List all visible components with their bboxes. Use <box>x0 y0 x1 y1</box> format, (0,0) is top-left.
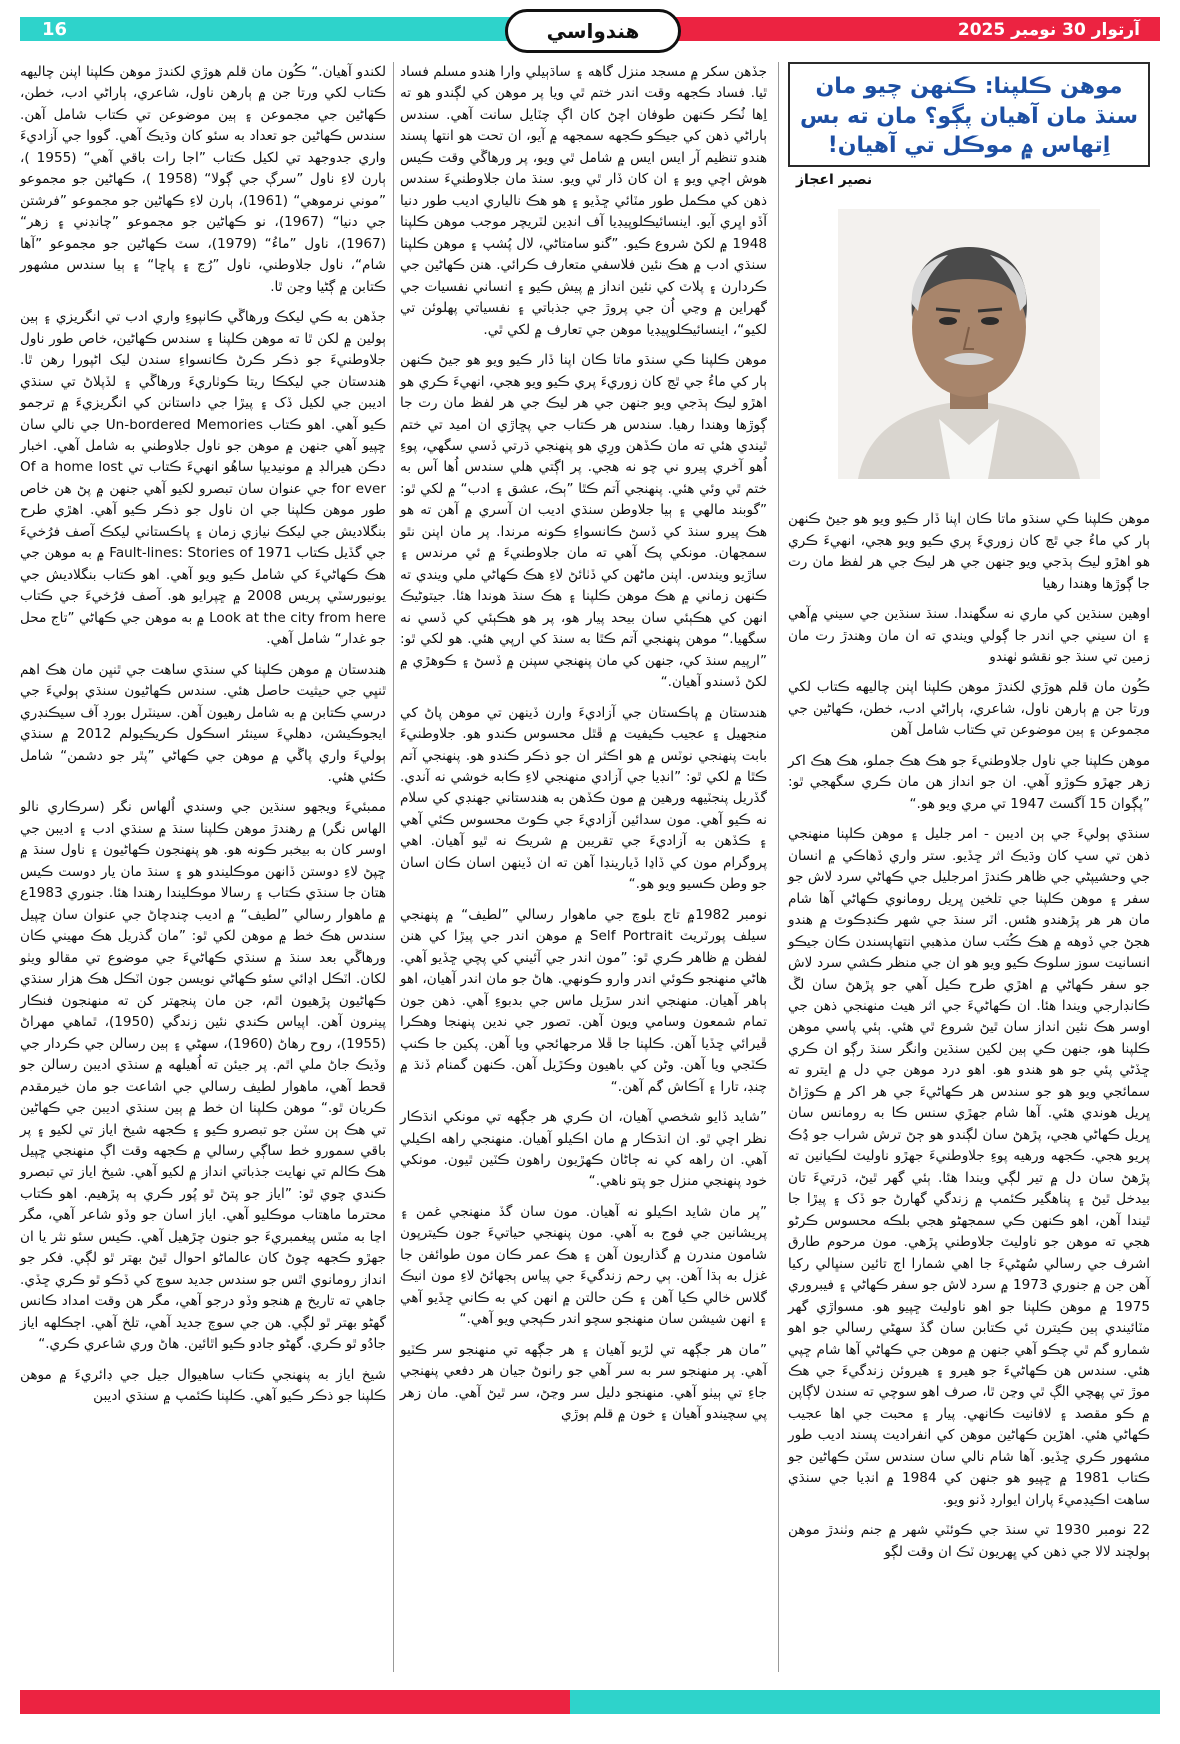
column-divider <box>393 62 394 1672</box>
author-name: نصير اعجاز <box>796 172 873 189</box>
paragraph: ”مان هر جڳهه تي لڙيو آهيان ۽ هر جڳهه تي منهنجو سر ڪٽيو آهي. پر منهنجو سر به سر آهي جو رانوڻ جيان هر دفعي پنهنجي جاءِ تي ٻيٺو آهي. منهنجو دليل سر وڃڻ، سر ٿيڻ آهي. مان زهر پي سچيندو آهيان ۽ خون ۾ قلم ٻوڙي <box>400 1341 767 1423</box>
column-right <box>788 62 1150 1572</box>
paragraph: جڏهن به ڪي ليکڪ ورهاڱي ڪانپوءِ واري ادب تي انگريزي ۽ ٻين ٻولين ۾ لکن ٿا ته موهن ڪلپنا ۽ سندس ڪهاڻين، خاص طور ناول جلاوطنيءَ جو ذڪر ڪرڻ ڪانسواءِ سندن ليک اڻپورا رهن ٿا. هندستان جي ليکڪا ريتا ڪوٺاريءَ ورهاڱي ۽ لڏپلاڻ تي سنڌي اديبن جي لکيل ڏک ۽ پيڙا جي داستانن کي انگريزيءَ ۾ ترجمو ڪيو آهي. اهو ڪتاب Un-bordered Memories جي نالي سان ڇپيو آهي جنهن ۾ موهن جو ناول جلاوطني به شامل آهي. اخبار دڪن هيرالڊ ۾ مونيديپا ساهُو انهيءَ ڪتاب تي Of a home lost for ever جي عنوان سان تبصرو لکيو آهي جنهن ۾ پڻ هن خاص طور موهن ڪلپنا جي ان ناول جو ذڪر ڪيو آهي. اهڙي طرح بنگلاديش جي ليکڪ نيازي زمان ۽ پاڪستاني ليکڪ آصف فرُخيءَ جي گڏيل ڪتاب Fault-lines: Stories of 1971 ۾ به موهن جي هڪ ڪهاڻيءَ کي شامل ڪيو ويو آهي. اهو ڪتاب بنگلاديش جي يونيورسٽي پريس 2008 ۾ ڇپرايو هو. آصف فرُخيءَ جي ڪتاب Look at the city from here ۾ به موهن جي ڪهاڻي ”تاج محل جو غدار“ شامل آهي. <box>20 309 387 648</box>
paragraph: هندستان ۾ پاڪستان جي آزاديءَ وارن ڏينهن تي موهن پاڻ کي منجهيل ۽ عجيب ڪيفيت ۾ ڦٿل محسوس ڪندو هو. جلاوطنيءَ بابت پنهنجي نوٽس ۾ هو اڪثر ان جو ذڪر ڪندو هو. پنهنجي آتم ڪٿا ۾ لکي ٿو: ”انڊيا جي آزادي منهنجي لاءِ ڪابه خوشي نه آندي. گڏريل پنجٽيهه ورهين ۾ مون ڪڏهن به هندستاني جهنڊي کي سلام نه ڪيو آهي. مون سدائين آزاديءَ جي ڪوٽ محسوس ڪئي آهي ۽ ڪڏهن به آزاديءَ جي تقريبن ۾ شريڪ نه ٿيو آهيان. اهي پروگرام مون کي ڏاڍا ڏيارينڊا آهن ته ان ڏينهن اسان ڪان اسان جو وطن ڪسيو ويو هو.“ <box>400 704 767 893</box>
paragraph: سنڌي ٻوليءَ جي ٻن اديبن - امر جليل ۽ موهن ڪلپنا منهنجي ذهن تي سڀ کان وڌيڪ اثر ڇڏيو. ستر واري ڏهاڪي ۾ انسان جي وحشيپڻي جي ظاهر ڪندڙ امرجليل جي ڪهاڻي سرد لاش جو سفر ۽ موهن ڪلپنا جي تلخين ڀريل رومانوي ڪهاڻي آها شام مان هر هر پڙهندو هئس. اٽر سنڌ جي شهر ڪنڊڪوٽ ۾ هندو هجڻ جي ڏوهه ۾ هڪ ڪُتب سان مذهبي انتهاپسندن ڪان جيڪو انسانيت سوز سلوڪ ڪيو ويو هو ان جي منظر ڪشي سرد لاش جو سفر ڪهاڻي ۾ اهڙي طرح ڪيل آهي جو پڙهڻ سان لڱ ڪانڊارجي ويندا هئا. ان ڪهاڻيءَ جي اثر هيٺ منهنجي ذهن جي اوسر هڪ نئين انداز سان ٿيڻ شروع ٿي هئي. ٻئي پاسي موهن ڪلپنا هو، جنهن ڪي ٻين لکين سنڌين وانگر سنڌ رڳو ان ڪري ڇڏڻي پئي جو هو هندو هو. اهو درد موهن جي دل ۾ ايترو ته سمائجي ويو هو جو سندس هر ڪهاڻيءَ جي هر اکر ۾ ڪوڙاڻ ڀريل هوندي هئي. آها شام جهڙي سنس ڪا به رومانس سان ڀريل ڪهاڻي هجي، پڙهڻ سان لڳندو هو ڄڻ ترش شراب جو ڍُڪ پريو هجي. ڪجهه ورهيه پوءِ جلاوطنيءَ جهڙو ناوليٽ لڪيانين ته پڙهڻ سان دل ۾ تير لڳي ويندا هئا. ٻئي گهر ٿيڻ، ڌرتيءَ تان بيدخل ٿيڻ ۽ پناهگير ڪئمپ ۾ زندگي گهارڻ جو ڏک ۽ پيڙا جا ٿيندا آهن، اهو ڪنهن ڪي سمجهڻو هجي بلڪه محسوس ڪرڻو هجي ته موهن جو ناوليٽ جلاوطني پڙهي. مون مرحوم طارق اشرف جي رسالي سُهڻيءَ جا اهي شمارا اڄ تائين سنڀالي رکيا آهن جن ۾ جنوري 1973 ۾ سرد لاش جو سفر ڪهاڻي ۽ فيبروري 1975 ۾ موهن ڪلپنا جو اهو ناوليٽ ڇپيو هو. مسواڙي گهر مٽائيندي ٻين ڪيترن ئي ڪتابن سان گڏ سهڻي رسالي جو اهو شمارو گم ٿي چڪو آهي جنهن ۾ موهن جي ڪهاڻي آها شام ڇپي هئي. سندس هن ڪهاڻيءَ جو هيرو ۽ هيروئن زندگيءَ جي هڪ موڙ تي پهچي الڳ ٿي وڃن ٿا، صرف اهو سوچي ته سندن لاڳاپن ۾ ڪو مقصد ۽ لافانيت ڪانهي. پيار ۽ محبت جي اها عجيب ڪهاڻي هئي. اهڙين ڪهاڻين موهن کي انفرادیت پسند اديب طور مشهور ڪري ڇڏيو. آها شام نالي سان سندس سٽن ڪهاڻين جو ڪتاب 1981 ۾ ڇپيو هو جنهن کي 1984 ۾ انڊيا جي سنڌي ساهت اڪيڊميءَ پاران ايوارڊ ڏنو ويو. <box>788 826 1150 1508</box>
paragraph: اوهين سنڌين کي ماري نه سگهندا. سنڌ سنڌين جي سيني ۾آهي ۽ ان سيني جي اندر جا ڳولي ويندي ته ان مان وهندڙ رت مان زمين تي سنڌ جو نقشو ٺهندو <box>788 606 1150 665</box>
header-teal-strip <box>20 17 560 41</box>
column-left <box>20 62 386 1417</box>
footer-red-strip <box>20 1690 570 1714</box>
paragraph: ممبئيءَ ويجهو سنڌين جي وسندي اُلهاس نگر (سرڪاري نالو الهاس نگر) ۾ رهندڙ موهن ڪلپنا سنڌ ۾ سنڌي ادب ۽ اديبن جي اوسر کان به بيخبر ڪونه هو. هو پنهنجون ڪهاڻيون ۽ ناول سنڌ ۾ ڇپڻ لاءِ دوستن ڏانهن موڪليندو هو ۽ سنڌ مان يار دوست ڪيس هتان جا سنڌي ڪتاب ۽ رسالا موڪليندا رهندا هئا. جنوري 1983ع ۾ ماهوار رسالي ”لطيف“ ۾ اديب چندچاڻ جي عنوان سان ڇپيل سندس هڪ خط ۾ موهن لکي ٿو: ”مان گذريل هڪ مهيني ڪان ورهاڱي بعد سنڌ ۾ سنڌي ڪهاڻيءَ جي موضوع تي مقالو ويٺو لکان. اٽڪل اڍائي سئو ڪهاڻي نويسن جون اٽڪل هڪ هزار سنڌي ڪهاڻيون پڙهيون اٿم، جن مان پنجهتر کن ته منهنجون فنڪار پينرون آهن. اپياس ڪندي نئين زندگي (1950)، ٿماهي مهراڻ (1955)، روح رهاڻ (1960)، سهڻي ۽ ٻين رسالن جي ڪردار جي وڏيڪ جاڻ ملي اٿم. پر جيئن ته اُهيلهه ۾ سنڌي اديبن رسالن جو قحط آهي، ماهوار لطيف رسالي جي اشاعت جو مان خيرمقدم ڪريان ٿو.“ موهن ڪلپنا ان خط ۾ ٻين سنڌي اديبن جي ڪهاڻين تي هڪ ٻن سٽن جو تبصرو ڪيو ۽ ڪجهه شيخ اياز تي لکيو ۽ پر باقي سمورو خط ساڳي رسالي ۾ ڪجهه وقت اڳ منهنجي ڇپيل هڪ ڪالم تي نهايت جذباتي انداز ۾ لکيو آهي. شيخ اياز تي تبصرو ڪندي چوي ٿو: ”اياز جو پتڻ ٿو پُور ڪري ٻه پڙهيم. اهو ڪتاب محترما ماهتاب موڪليو آهي. اياز اسان جو وڏو شاعر آهي، مگر اڃا به مٽس پيغمبريءَ جو جنون چڙهيل آهي. ڪيس سئو نثر يا ان جهڙو ڪجهه چوڻ کان عالماڻو احوال ٿيڻ بهتر ٿو لڳي. فکر جو انداز رومانوي اٿس جو سندس جديد سوچ کي ڏڪو ٿو ڪري ڇڏي. جاهي ته تاريخ ۾ هنجو وڏو درجو آهي، مگر هن وقت امداد ڪانس گهڻو بهتر ٿو لڳي. هن جي سوچ جديد آهي، تلخ آهي. اڄڪلهه اياز جادُو ٿو ڪري. گهڻو جادو ڪيو اٿائين. هاڻ وري شاعري ڪري.“ <box>20 799 386 1353</box>
paragraph: شيخ اياز به پنهنجي ڪتاب ساهيوال جيل جي ڊائريءَ ۾ موهن ڪلپنا جو ذڪر ڪيو آهي. ڪلپنا ڪئمپ ۾ سنڌي اديبن <box>20 1366 386 1405</box>
paragraph: موهن ڪلپنا جي ناول جلاوطنيءَ جو هڪ هڪ جملو، هڪ هڪ اکر زهر جهڙو ڪوڙو آهي. ان جو انداز هن مان ڪري سگهجي ٿو: ”پڳوان 15 آگسٽ 1947 تي مري ويو هو.“ <box>788 752 1150 812</box>
column-divider <box>778 62 779 1672</box>
paragraph: 22 نومبر 1930 تي سنڌ جي ڪوئٽي شهر ۾ جنم وٺندڙ موهن ٻولچند لالا جي ذهن کي ڀهريون ٽڪ ان وقت لڳو <box>788 1522 1150 1560</box>
author-portrait-icon <box>838 209 1100 479</box>
page-number: 16 <box>42 19 68 40</box>
paragraph: موهن ڪلپنا ڪي سنڌو ماتا ڪان اپنا ڏار ڪيو ويو هو جيڻ ڪنهن ٻار کي ماءُ جي ٿڃ کان زوريءَ پري ڪيو ويو هجي، انهيءَ ڪري هو اهڙو ليڪ ٻڌجي ويو جنهن جي هر ليڪ جي هر لفظ مان رت جا ڳوڙها وهندا رهيا. سندس هر ڪتاب جي پڇاڙي ان اميد تي ختم ٿيندي هئي ته مان ڪڏهن ورِي هو پنهنجي ڌرتي ڏسي سگهي، پوءِ اُهو آخري پيرو ني چو نه هجي. پر اڳتي هلي سندس اُها آس به ختم ٿي وئي هئي. پنهنجي آتم ڪٿا ”ٻڪ، عشق ۽ ادب“ ۾ لکي ٿو: ”گوبند مالهي ۽ ٻيا جلاوطن سنڌي اديب ان آسري ۾ آهن ته هو هڪ پيرو سنڌ کي ڏسڻ ڪانسواءِ ڪونه مرندا. پر مان اپنن نٿو سمجهان. مونکي پڪ آهي ته مان جلاوطنيءَ ۾ ئي مرندس ۽ ساڙيو ويندس. اپنن ماڻهن کي ڏٺائڻ لاءِ هڪ ڪهاڻي ملي ويندي ته ڪنهن زماني ۾ هڪ موهن ڪلپنا ۽ هڪ سنڌ هوندا هئا. جيتوڻيڪ انهن کي هڪٻئي سان بيحد پيار هو، پر هو هڪٻئي کي ڏسي نه سگهيا.“ موهن پنهنجي آتم ڪٿا به سنڌ کي ارپي هئي. هو لکي ٿو: ”ارپيم سنڌ کي، جنهن کي مان پنهنجي سپنن ۾ ڏسڻ ۽ ڪوهڙي ۾ لکڻ ڏسندو آهيان.“ <box>400 352 767 691</box>
paragraph: هندستان ۾ موهن ڪلپنا کي سنڌي ساهت جي ٿنڀن مان هڪ اهم ٿنڀي جي حيثيت حاصل هئي. سندس ڪهاڻيون سنڌي ٻوليءَ جي درسي ڪتابن ۾ به شامل رهيون آهن. سينٽرل بورڊ آف سيڪنڊري ايجوڪيشن، دهليءَ سينئر اسڪول ڪريڪيولم 2012 ۾ سنڌي ٻوليءَ واري پاڱي ۾ موهن جي ڪهاڻي ”پٿر جو دشمن“ شامل ڪئي هئي. <box>20 661 386 785</box>
newspaper-logo: هندواسي <box>505 9 681 53</box>
paragraph: ڪُون مان قلم هوڙي لکندڙ موهن ڪلپنا اپنن چاليهه ڪتاب لکي ورتا جن ۾ ٻارهن ناول، شاعري، ٻاراڻي ادب، خطن، ڪهاڻين جي مجموعن ۽ ٻين موضوعن تي ڪتاب شامل آهن <box>788 679 1150 739</box>
paragraph: نومبر 1982۾ تاج بلوچ جي ماهوار رسالي ”لطيف“ ۾ پنهنجي سيلف پورٽريٽ Self Portrait ۾ موهن اندر جي پيڙا کي هنن لفظن ۾ ظاهر ڪري ٿو: ”مون اندر جي آئيني کي پچي ڇڏيو آهي. هاڻي منهنجو ڪوئي اندر وارو ڪونهي. هاڻ جو مان اندر آهيان، اهو ٻاهر آهيان. منهنجي اندر سڙيل ماس جي بدبوءِ آهي. ذهن جون تمام شمعون وسامي ويون آهن. تصور جي ندين پنهنجا وهڪرا ڦيرائي ڇڏيا آهن. ڪلپنا جا ڦلا مرجهائجي ويا آهن. پکين جا ڪنپ ڪٽجي ويا آهن. وڻن کي باهيون وڪڙيل آهن. ڪنهن گمنام ڏنڌ ۾ چنڊ، تارا ۽ آڪاش گم آهن.“ <box>400 906 768 1095</box>
paragraph: موهن ڪلپنا ڪي سنڌو ماتا ڪان اپنا ڏار ڪيو ويو هو جيڻ ڪنهن ٻار کي ماءُ جي ٿڃ کان زوريءَ پري ڪيو ويو هجي، انهيءَ ڪري هو اهڙو ليڪ ٻڌجي ويو جنهن جي هر ليڪ جي هر لفظ مان رت جا ڳوڙها وهندا رهيا <box>788 511 1150 592</box>
paragraph: ”پر مان شايد اڪيلو نه آهيان. مون سان گڏ منهنجي غمن ۽ پريشانين جي فوج به آهي. مون پنهنجي حياتيءَ جون ڪيترپون شامون مندرن ۾ گذاريون آهن ۽ هڪ عمر ڪان مون طوائفن جا غزل به ٻڌا آهن. ٻي رحم زندگيءَ جي پياس ٻجهائڻ لاءِ مون انيڪ گلاس خالي ڪيا آهن ۽ ڪن حالتن ۾ انهن کي به ڪاني ڇڏيو آهي ۽ انهن شيشن سان منهنجو سچو اندر ڪپجي ويو آهي.“ <box>400 1203 767 1328</box>
footer-teal-strip <box>570 1690 1160 1714</box>
paragraph: جڏهن سکر ۾ مسجد منزل گاهه ۽ ساڌٻيلي وارا هندو مسلم فساد ٿيا. فساد ڪجهه وقت اندر ختم ٿي ويا پر موهن کي لڳندو هو ته اِها ٺُڪر ڪنهن طوفان اچڻ کان اڳ چٽايل سانت آهي. سندس ٻاراڻي ذهن کي جيڪو ڪجهه سمجهه ۾ آيو، ان تحت هو انتها پسند هندو تنظيم آر ايس ايس ۾ شامل ٿي ويو، پر ورهاڱي وقت ڪيس هوش اچي ويو ۽ ان کان ڏار ٿي ويو. سنڌ مان جلاوطنيءَ سندس ذهن کي مڪمل طور مٽائي ڇڏيو ۽ هو هڪ نالياري اديب طور دنيا آڏو اڀري آيو. اينسائيڪلوپيڊيا آف انڊين لٽريچر موجب موهن ڪلپنا 1948 ۾ لکڻ شروع ڪيو. ”گنو سامتاڻي، لال پُشپ ۽ موهن ڪلپنا سنڌي ادب ۾ هڪ نئين فلاسفي متعارف ڪرائي. هنن ڪهاڻين جي ڪردارن ۽ پلاٽ کي نئين انداز ۾ پيش ڪيو ۽ انساني نفسيات جي گهراين ۾ وڃي اُن جي پروڙ جي جذباتي ۽ نفسياتي پهلوئن تي لکيو“، اينسائيڪلوپيڊيا موهن جي تعارف ۾ لکي ٿي. <box>400 64 767 338</box>
column-middle <box>400 62 767 1435</box>
issue-date: آرتوار 30 نومبر 2025 <box>957 20 1140 40</box>
paragraph: لکندو آهيان.“ ڪُون مان قلم هوڙي لکندڙ موهن ڪلپنا اپنن چاليهه ڪتاب لکي ورتا جن ۾ ٻارهن ناول، شاعري، ٻاراڻي ادب، خطن، ڪهاڻين جي مجموعن ۽ ٻين موضوعن تي ڪتاب شامل آهن. سندس ڪهاڻين جو تعداد به سئو کان وڌيڪ آهي. گووا جي آزاديءَ واري جدوجهد تي لکيل ڪتاب ”اجا رات باقي آهي“ (1955 )، ٻارن لاءِ ناول ”سرڳ جي ڳولا“ (1958 )، ڪهاڻين جو مجموعو ”موني نرموهي“ (1961)، ٻارن لاءِ ڪهاڻين جو مجموعو ”فرشتن جي دنيا“ (1967)، نو ڪهاڻين جو مجموعو ”چانڊني ۽ زهر“ (1967)، ناول ”ماءُ“ (1979)، سٽ ڪهاڻين جو مجموعو ”آها شام“، ناول جلاوطني، ناول ”رُڃ ۽ پاڇا“ ۽ ٻيا سندس مشهور ڪتابن ۾ ڳڻيا وڃن ٿا. <box>20 64 387 295</box>
footer-bar <box>20 1690 1160 1714</box>
article-headline: موهن ڪلپنا: ڪنهن چيو مان سنڌ مان آهيان پڳو؟ مان ته بس اِتهاس ۾ موڪل تي آهيان! <box>788 62 1150 167</box>
paragraph: ”شايد ڏايو شخصي آهيان، ان ڪري هر جڳهه تي مونکي انڌڪار نظر اچي ٿو. ان انڌڪار ۾ مان اڪيلو آهيان. منهنجي راهه اڪيلي آهي. ان راهه کي نه ڄاڻان ڪهڙيون راهون ڪٽين ٿيون. مونکي خود پنهنجي منزل جو پتو ناهي.“ <box>400 1109 767 1190</box>
